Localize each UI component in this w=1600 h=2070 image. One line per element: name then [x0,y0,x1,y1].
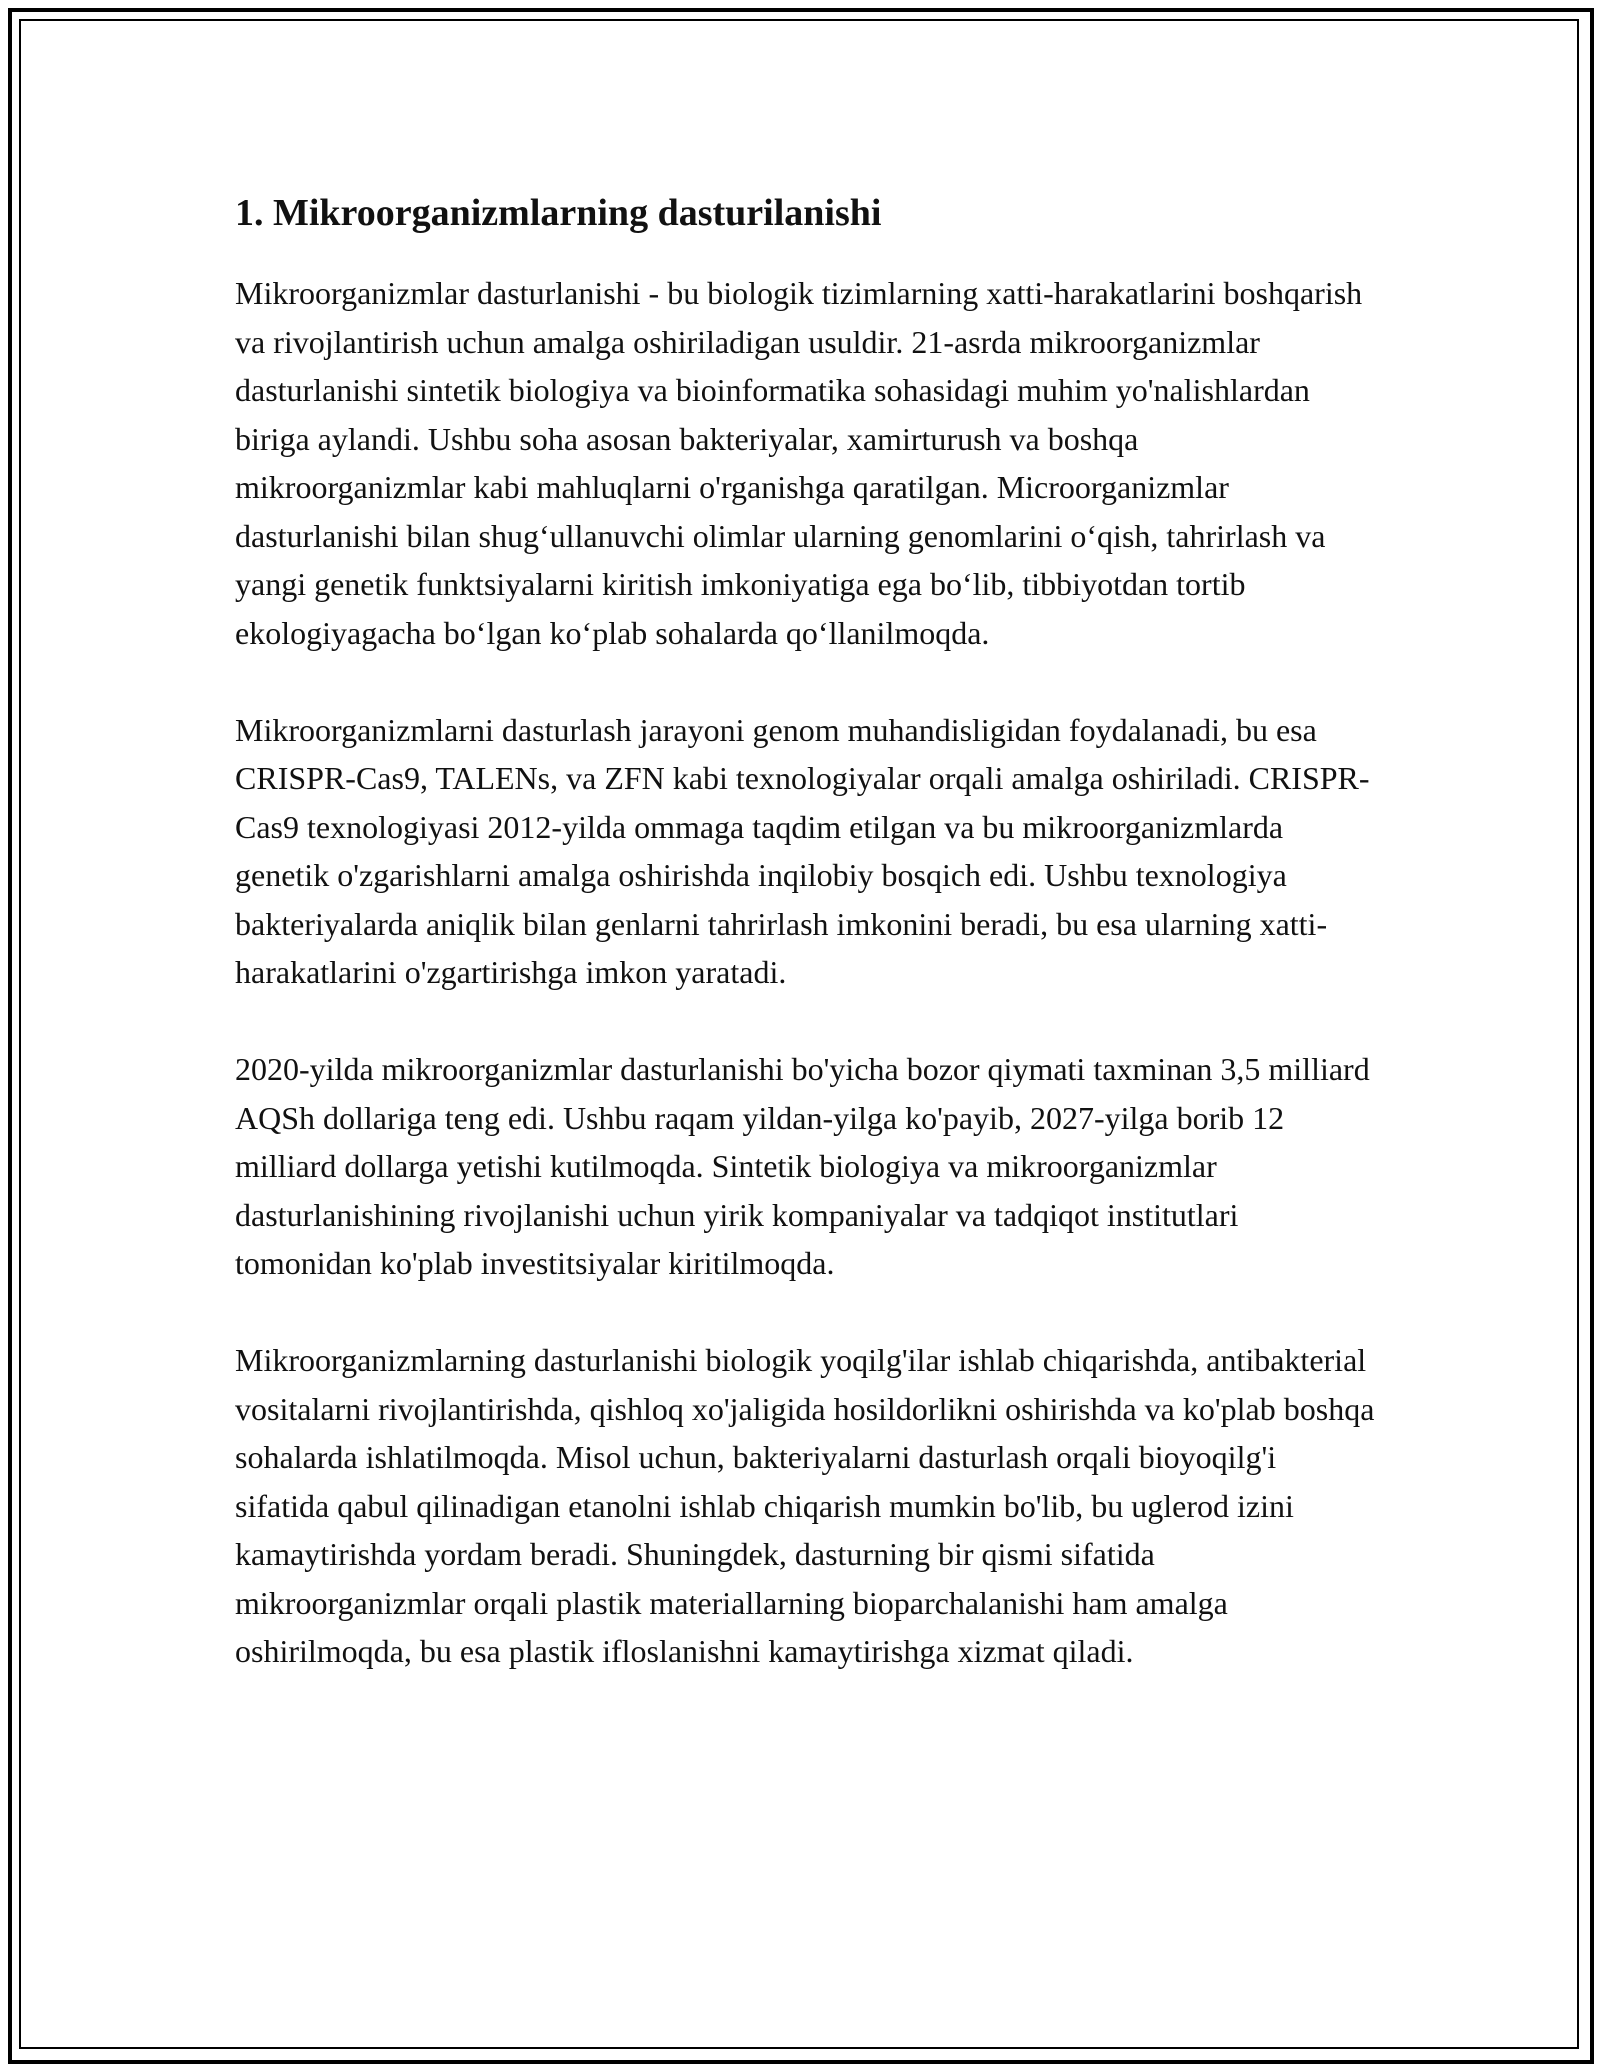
document-body [235,185,1375,1724]
paragraph-1: Mikroorganizmlar dasturlanishi - bu biologik tizimlarning xatti-harakatlarini boshqarish va rivojlantirish uchun amalga oshiriladigan usuldir. 21-asrda mikroorganizmlar dasturlanishi sintetik biologiya va bioinformatika sohasidagi muhim yo'nalishlardan biriga aylandi. Ushbu soha asosan bakteriyalar, xamirturush va boshqa mikroorganizmlar kabi mahluqlarni o'rganishga qaratilgan. Microorganizmlar dasturlanishi bilan shug‘ullanuvchi olimlar ularning genomlarini o‘qish, tahrirlash va yangi genetik funktsiyalarni kiritish imkoniyatiga ega bo‘lib, tibbiyotdan tortib ekologiyagacha bo‘lgan ko‘plab sohalarda qo‘llanilmoqda. [235,275,1363,651]
paragraph-3: 2020-yilda mikroorganizmlar dasturlanishi bo'yicha bozor qiymati taxminan 3,5 milliard AQSh dollariga teng edi. Ushbu raqam yildan-yilga ko'payib, 2027-yilga borib 12 milliard dollarga yetishi kutilmoqda. Sintetik biologiya va mikroorganizmlar dasturlanishining rivojlanishi uchun yirik kompaniyalar va tadqiqot institutlari tomonidan ko'plab investitsiyalar kiritilmoqda. [235,1051,1370,1281]
section-heading: 1. Mikroorganizmlarning dasturilanishi [235,192,882,234]
paragraph-2: Mikroorganizmlarni dasturlash jarayoni genom muhandisligidan foydalanadi, bu esa CRISPR-Cas9, TALENs, va ZFN kabi texnologiyalar orqali amalga oshiriladi. CRISPR-Cas9 texnologiyasi 2012-yilda ommaga taqdim etilgan va bu mikroorganizmlarda genetik o'zgarishlarni amalga oshirishda inqilobiy bosqich edi. Ushbu texnologiya bakteriyalarda aniqlik bilan genlarni tahrirlash imkonini beradi, bu esa ularning xatti-harakatlarini o'zgartirishga imkon yaratadi. [235,711,1370,990]
paragraph-4: Mikroorganizmlarning dasturlanishi biologik yoqilg'ilar ishlab chiqarishda, antibakterial vositalarni rivojlantirishda, qishloq xo'jaligida hosildorlikni oshirishda va ko'plab boshqa sohalarda ishlatilmoqda. Misol uchun, bakteriyalarni dasturlash orqali bioyoqilg'i sifatida qabul qilinadigan etanolni ishlab chiqarish mumkin bo'lib, bu uglerod izini kamaytirishda yordam beradi. Shuningdek, dasturning bir qismi sifatida mikroorganizmlar orqali plastik materiallarning bioparchalanishi ham amalga oshirilmoqda, bu esa plastik ifloslanishni kamaytirishga xizmat qiladi. [235,1342,1375,1669]
